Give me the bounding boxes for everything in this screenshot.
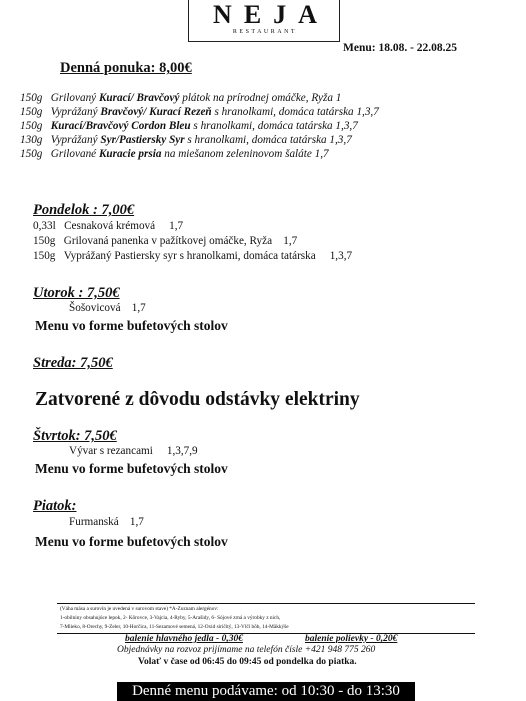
item-name: Vyprážaný Pastiersky syr s hranolkami, domáca tatárska: [63, 250, 316, 262]
item-weight: 150g: [20, 148, 43, 160]
monday-item: [33, 235, 297, 247]
item-main: Kurací/Bravčový Cordon Bleu: [50, 120, 191, 132]
item-allergens: 1,3,7: [329, 250, 353, 262]
item-main: Bravčový/ Kurací Rezeň: [100, 106, 212, 118]
item-qty: 0,33l: [33, 220, 56, 232]
item-post: s hranolkami, domáca tatárska 1,3,7: [211, 106, 379, 118]
daily-offer-title: Denná ponuka: 8,00€: [60, 60, 192, 76]
daily-offer-item: [20, 134, 352, 146]
soup-allergens: 1,7: [131, 302, 146, 314]
item-name: Grilovaná panenka v pažítkovej omáčke, Ryža: [63, 235, 273, 247]
soup-name: Vývar s rezancami: [69, 445, 153, 457]
daily-offer-item: [20, 92, 341, 104]
monday-item: [33, 250, 352, 262]
thursday-soup: [69, 445, 198, 457]
daily-offer-item: [20, 106, 379, 118]
friday-note: Menu vo forme bufetových stolov: [35, 534, 228, 549]
packaging-soup: balenie polievky - 0,20€: [305, 634, 398, 644]
soup-name: Šošovicová: [69, 302, 121, 314]
logo-name: NEJA: [213, 0, 329, 29]
tuesday-note: Menu vo forme bufetových stolov: [35, 318, 228, 333]
allergen-note: (Váha mäsa a surovín je uvedená v surovom stave) *A-Zoznam alergénov:: [60, 606, 219, 612]
restaurant-logo: [188, 0, 340, 42]
friday-title: Piatok:: [33, 498, 77, 514]
wednesday-title: Streda: 7,50€: [33, 355, 113, 371]
allergen-list: 1-obilniny obsahujúce lepok, 2- Kôrovce, 3-Vajcia, 4-Ryby, 5-Arašidy, 6- Sójové zrná a výrobky z nich,: [60, 615, 281, 621]
friday-soup: [69, 516, 144, 528]
item-pre: Grilovaný: [50, 92, 99, 104]
monday-item: [33, 220, 183, 232]
item-weight: 150g: [20, 92, 43, 104]
tuesday-title: Utorok : 7,50€: [33, 285, 120, 301]
item-main: Syr/Pastiersky Syr: [100, 134, 185, 146]
monday-title: Pondelok : 7,00€: [33, 202, 135, 218]
packaging-main: balenie hlavného jedla - 0,30€: [125, 634, 243, 644]
menu-dates: Menu: 18.08. - 22.08.25: [343, 42, 458, 54]
item-qty: 150g: [33, 250, 56, 262]
footer-divider: [57, 633, 475, 634]
footer-divider: [57, 603, 475, 604]
soup-name: Furmanská: [69, 516, 119, 528]
item-post: s hranolkami, domáca tatárska 1,3,7: [190, 120, 358, 132]
call-hours: Volať v čase od 06:45 do 09:45 od pondelka do piatka.: [138, 657, 357, 667]
item-allergens: 1,7: [169, 220, 184, 232]
allergen-list: 7-Mlieko, 8-Orechy, 9-Zeler, 10-Horčica, 11-Sezamové semená, 12-Oxid siričitý, 13-Vlčí bôb, 14-Mäkkýše: [60, 624, 289, 630]
item-weight: 150g: [20, 120, 43, 132]
daily-offer-item: [20, 120, 358, 132]
item-qty: 150g: [33, 235, 56, 247]
item-pre: Vyprážaný: [50, 134, 101, 146]
soup-allergens: 1,7: [129, 516, 144, 528]
wednesday-closed-note: Zatvorené z dôvodu odstávky elektriny: [35, 389, 360, 410]
item-post: s hranolkami, domáca tatárska 1,3,7: [184, 134, 352, 146]
item-pre: Vyprážaný: [50, 106, 101, 118]
serving-hours-banner: Denné menu podávame: od 10:30 - do 13:30: [117, 682, 415, 701]
item-name: Cesnaková krémová: [64, 220, 156, 232]
item-pre: Grilované: [50, 148, 99, 160]
item-post: na miešanom zeleninovom šaláte 1,7: [161, 148, 329, 160]
soup-allergens: 1,3,7,9: [166, 445, 198, 457]
item-main: Kurací/ Bravčový: [98, 92, 180, 104]
item-main: Kuracie prsia: [98, 148, 162, 160]
item-post: plátok na prírodnej omáčke, Ryža 1: [179, 92, 342, 104]
item-weight: 130g: [20, 134, 43, 146]
item-weight: 150g: [20, 106, 43, 118]
daily-offer-item: [20, 148, 329, 160]
item-allergens: 1,7: [283, 235, 298, 247]
tuesday-soup: [69, 302, 146, 314]
delivery-orders: Objednávky na rozvoz prijímame na telefón čísle +421 948 775 260: [117, 645, 376, 655]
logo-subtitle: RESTAURANT: [232, 29, 298, 35]
thursday-title: Štvrtok: 7,50€: [33, 428, 117, 444]
thursday-note: Menu vo forme bufetových stolov: [35, 461, 228, 476]
